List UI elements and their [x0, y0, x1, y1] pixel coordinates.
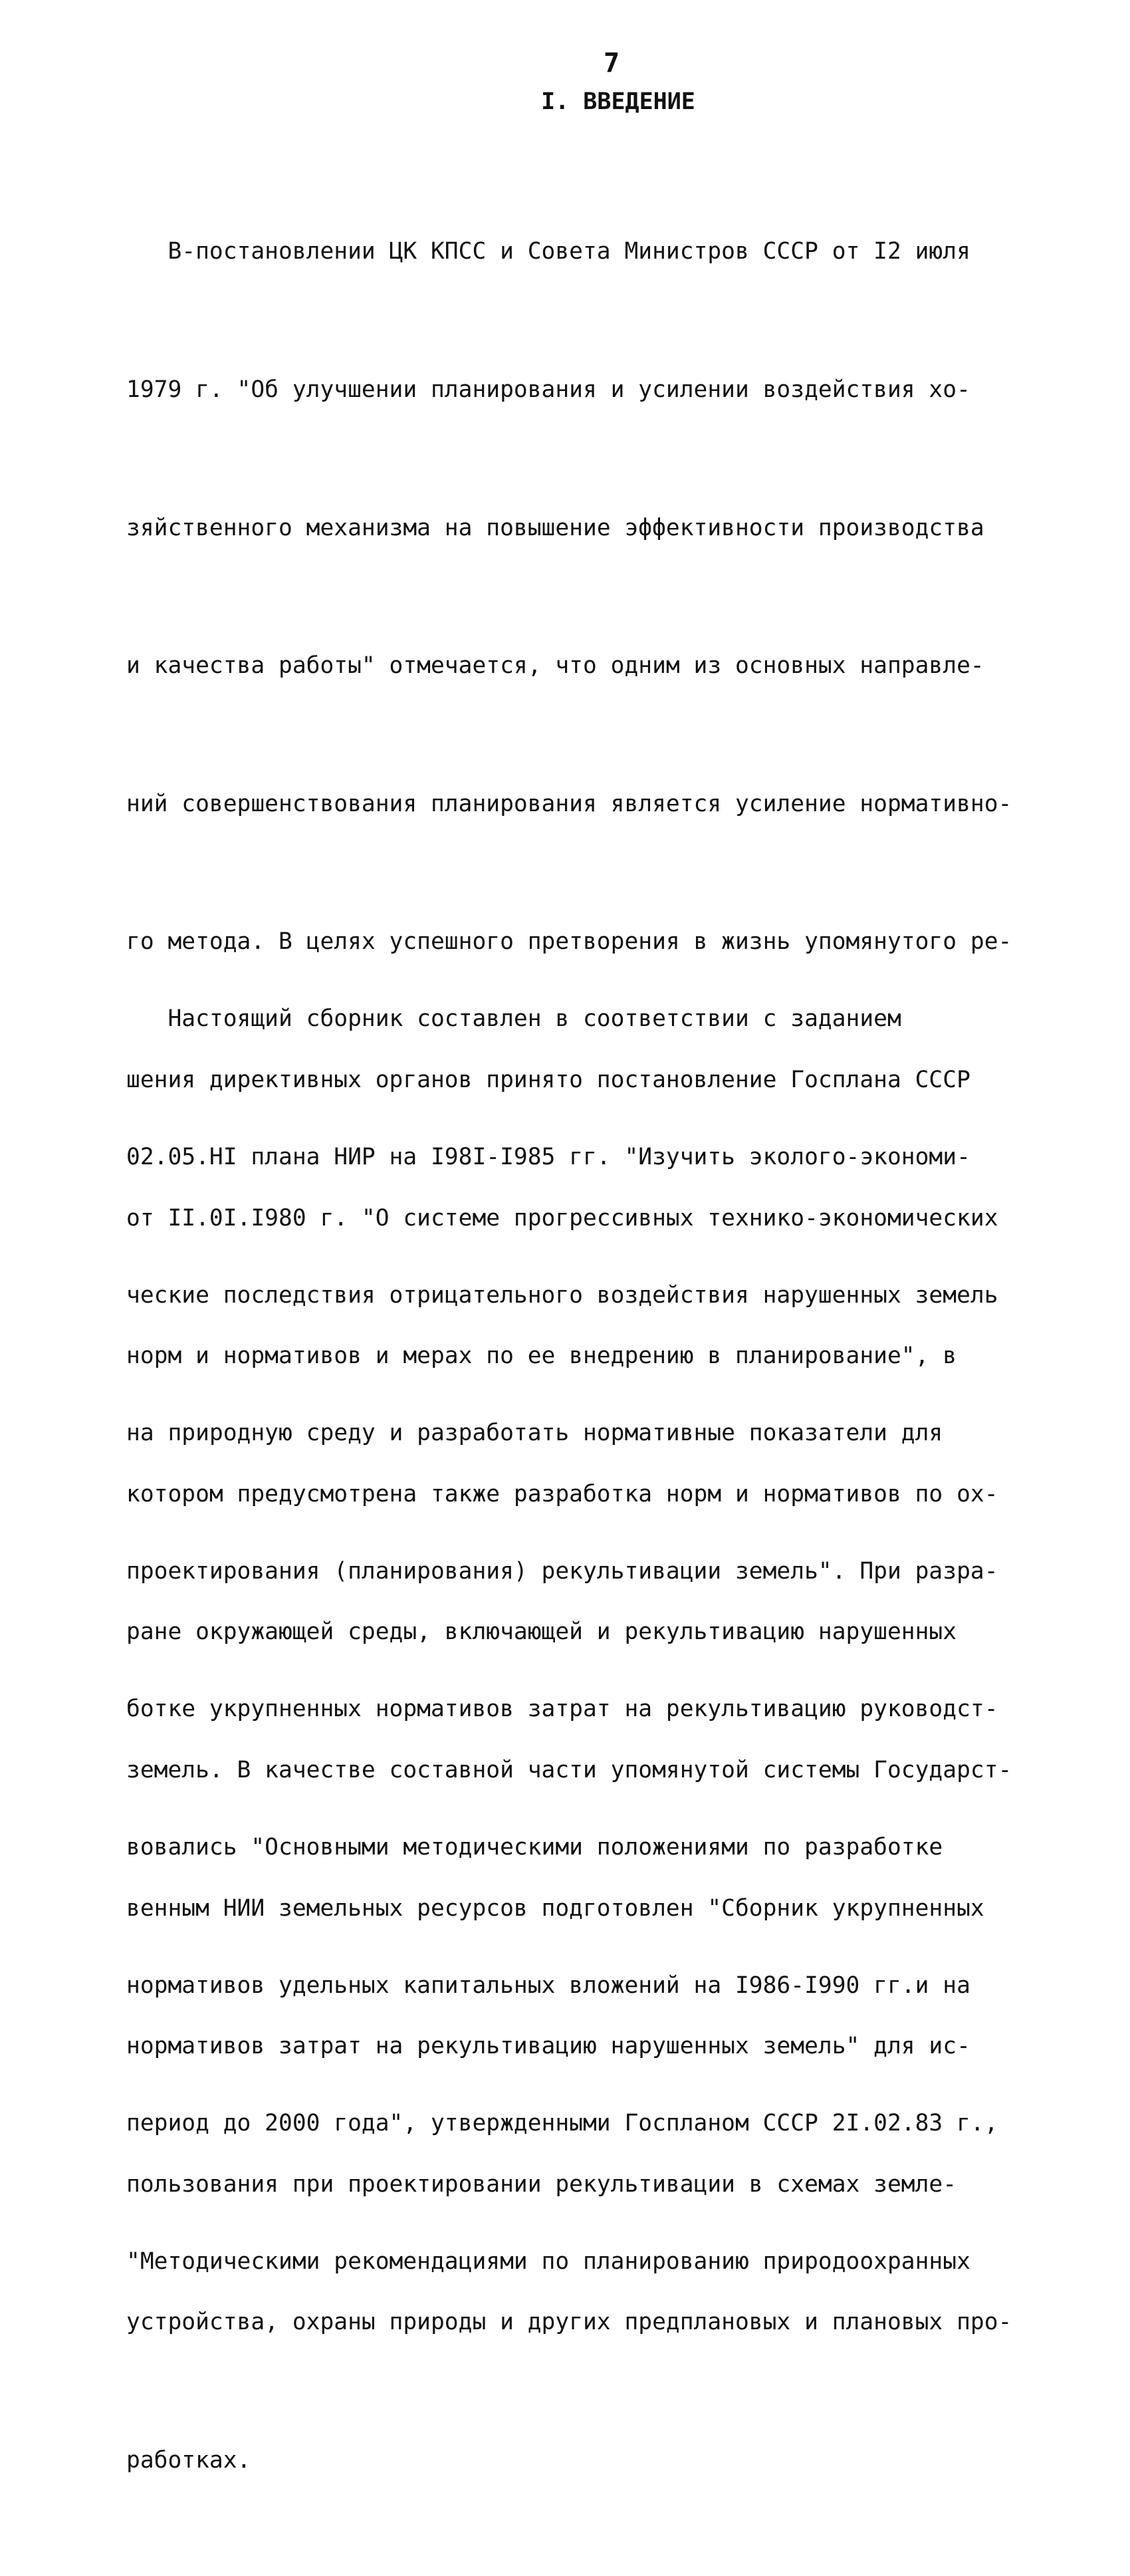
text-line: земель. В качестве составной части упомянутой системы Государст- [126, 1756, 1012, 1783]
text-line: на природную среду и разработать нормативные показатели для [126, 1420, 943, 1447]
text-line: пользования при проектировании рекультивации в схемах земле- [126, 2170, 957, 2198]
text-line: ране окружающей среды, включающей и рекультивацию нарушенных [126, 1618, 957, 1646]
text-line: период до 2000 года", утвержденными Госпланом СССР 2I.02.83 г., [126, 2110, 998, 2137]
text-line: шения директивных органов принято постановление Госплана СССР [126, 1066, 970, 1093]
text-line: го метода. В целях успешного претворения в жизнь упомянутого ре- [126, 928, 1012, 956]
text-line: норм и нормативов и мерах по ее внедрению в планирование", в [126, 1343, 957, 1370]
text-line: от II.0I.I980 г. "О системе прогрессивных технико-экономических [126, 1204, 998, 1231]
section-heading: I. ВВЕДЕНИЕ [541, 88, 695, 115]
text-line: ний совершенствования планирования является усиление нормативно- [126, 790, 1012, 817]
paragraph-collection-basis [126, 904, 1044, 2377]
text-line: устройства, охраны природы и других предплановых и плановых про- [126, 2309, 1012, 2336]
text-line: нормативов затрат на рекультивацию нарушенных земель" для ис- [126, 2033, 970, 2060]
text-line: и качества работы" отмечается, что одним из основных направле- [126, 652, 984, 680]
text-line: вовались "Основными методическими положениями по разработке [126, 1833, 943, 1861]
text-line: венным НИИ земельных ресурсов подготовлен "Сборник укрупненных [126, 1894, 984, 1922]
text-line: ботке укрупненных нормативов затрат на рекультивацию руководст- [126, 1696, 998, 1723]
text-line: нормативов удельных капитальных вложений на I986-I990 гг.и на [126, 1972, 970, 1999]
text-line: зяйственного механизма на повышение эффективности производства [126, 514, 984, 541]
text-line: проектирования (планирования) рекультивации земель". При разра- [126, 1557, 998, 1585]
text-line: В-постановлении ЦК КПСС и Совета Министров СССР от I2 июля [126, 238, 970, 265]
page-number: 7 [603, 48, 620, 78]
text-line: Настоящий сборник составлен в соответствии с заданием [126, 1005, 901, 1033]
text-line: "Методическими рекомендациями по планированию природоохранных [126, 2248, 970, 2275]
text-line: 02.05.HI плана НИР на I98I-I985 гг. "Изучить эколого-экономи- [126, 1144, 970, 1170]
text-line: работках. [126, 2446, 251, 2474]
text-line: ческие последствия отрицательного воздействия нарушенных земель [126, 1281, 998, 1309]
text-line: 1979 г. "Об улучшении планирования и усилении воздействия хо- [126, 376, 970, 403]
text-line: котором предусмотрена также разработка норм и нормативов по ох- [126, 1480, 998, 1507]
